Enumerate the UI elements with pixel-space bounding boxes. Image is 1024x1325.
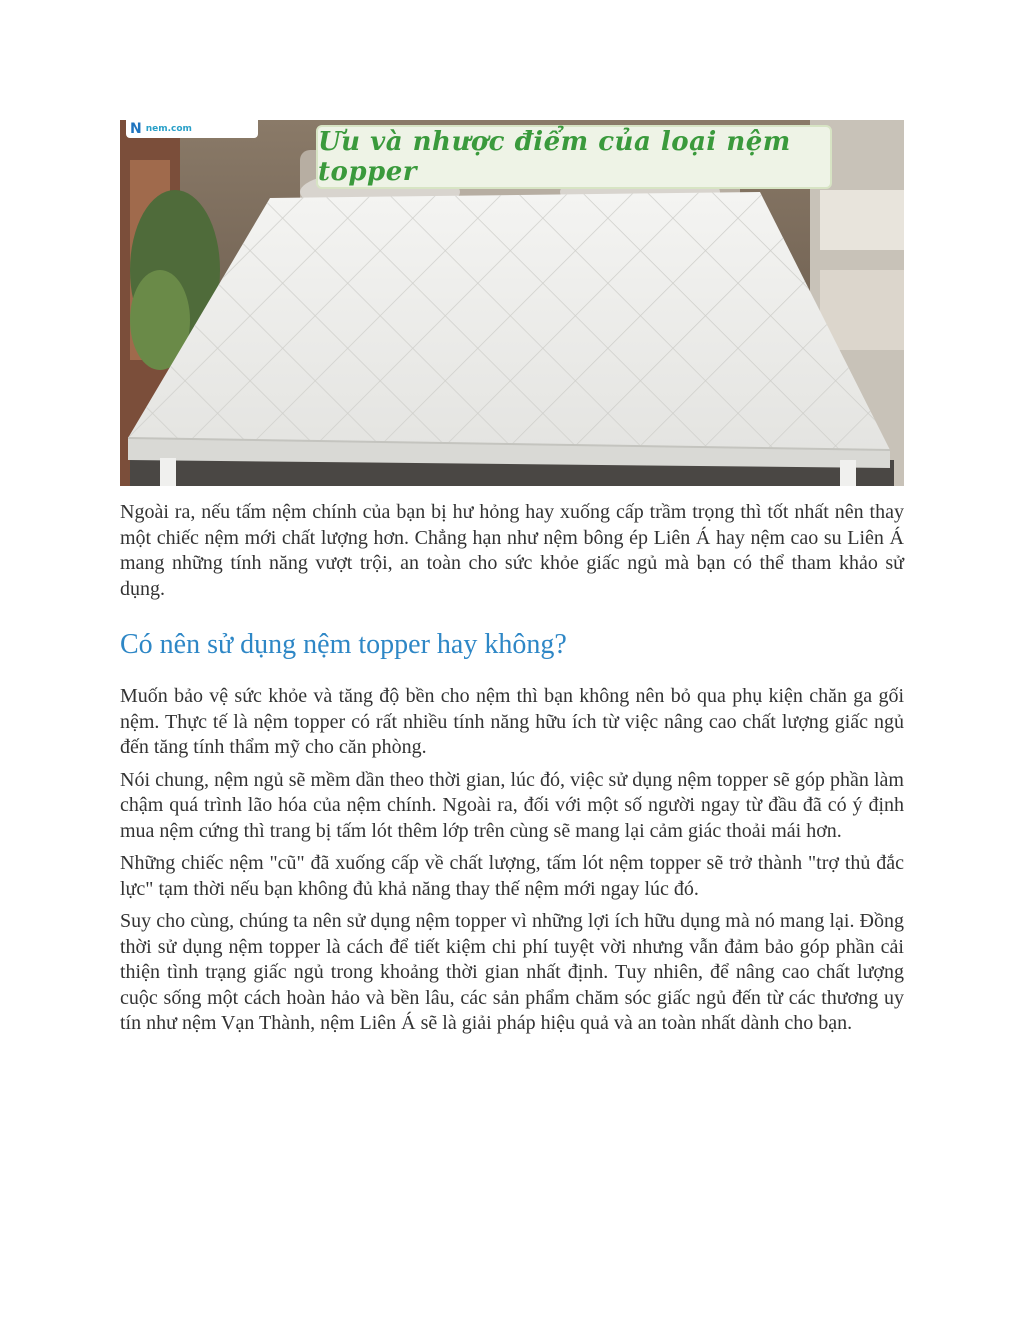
body-paragraph: Nói chung, nệm ngủ sẽ mềm dần theo thời gian, lúc đó, việc sử dụng nệm topper sẽ góp phần làm chậm quá trình lão hóa của nệm chính. Ngoài ra, đối với một số người ngay từ đầu đã có ý định mua nệm cứng thì trang bị tấm lót thêm lớp trên cùng sẽ mang lại cảm giác thoải mái hơn. [120,768,904,842]
image-banner [316,125,832,189]
intro-section [120,500,904,602]
body-paragraph: Những chiếc nệm "cũ" đã xuống cấp về chất lượng, tấm lót nệm topper sẽ trở thành "trợ thủ đắc lực" tạm thời nếu bạn không đủ khả năng thay thế nệm mới ngay lúc đó. [120,852,904,900]
logo-mark: N [130,121,142,137]
section-heading-wrap [120,628,904,662]
banner-text: Ưu và nhược điểm của loại nệm topper [318,127,791,187]
mattress-topper-photo [120,120,904,486]
article-body [120,684,904,1044]
brand-logo [126,120,258,138]
logo-text: nem.com [145,124,192,134]
body-paragraph: Muốn bảo vệ sức khỏe và tăng độ bền cho nệm thì bạn không nên bỏ qua phụ kiện chăn ga gối nệm. Thực tế là nệm topper có rất nhiều tính năng hữu ích từ việc nâng cao chất lượng giấc ngủ đến tăng tính thẩm mỹ cho căn phòng. [120,685,904,758]
intro-paragraph: Ngoài ra, nếu tấm nệm chính của bạn bị hư hỏng hay xuống cấp trầm trọng thì tốt nhất nên thay một chiếc nệm mới chất lượng hơn. Chẳng hạn như nệm bông ép Liên Á hay nệm cao su Liên Á mang những tính năng vượt trội, an toàn cho sức khỏe giấc ngủ mà bạn có thể tham khảo sử dụng. [120,501,904,600]
body-paragraph: Suy cho cùng, chúng ta nên sử dụng nệm topper vì những lợi ích hữu dụng mà nó mang lại. Đồng thời sử dụng nệm topper là cách để tiết kiệm chi phí tuyệt vời nhưng vẫn đảm bảo góp phần cải thiện tình trạng giấc ngủ trong khoảng thời gian nhất định. Tuy nhiên, để nâng cao chất lượng cuộc sống một cách hoàn hảo và bền lâu, các sản phẩm chăm sóc giấc ngủ đến từ các thương uy tín như nệm Vạn Thành, nệm Liên Á sẽ là giải pháp hiệu quả và an toàn nhất dành cho bạn. [120,910,904,1034]
section-heading: Có nên sử dụng nệm topper hay không? [120,629,567,660]
